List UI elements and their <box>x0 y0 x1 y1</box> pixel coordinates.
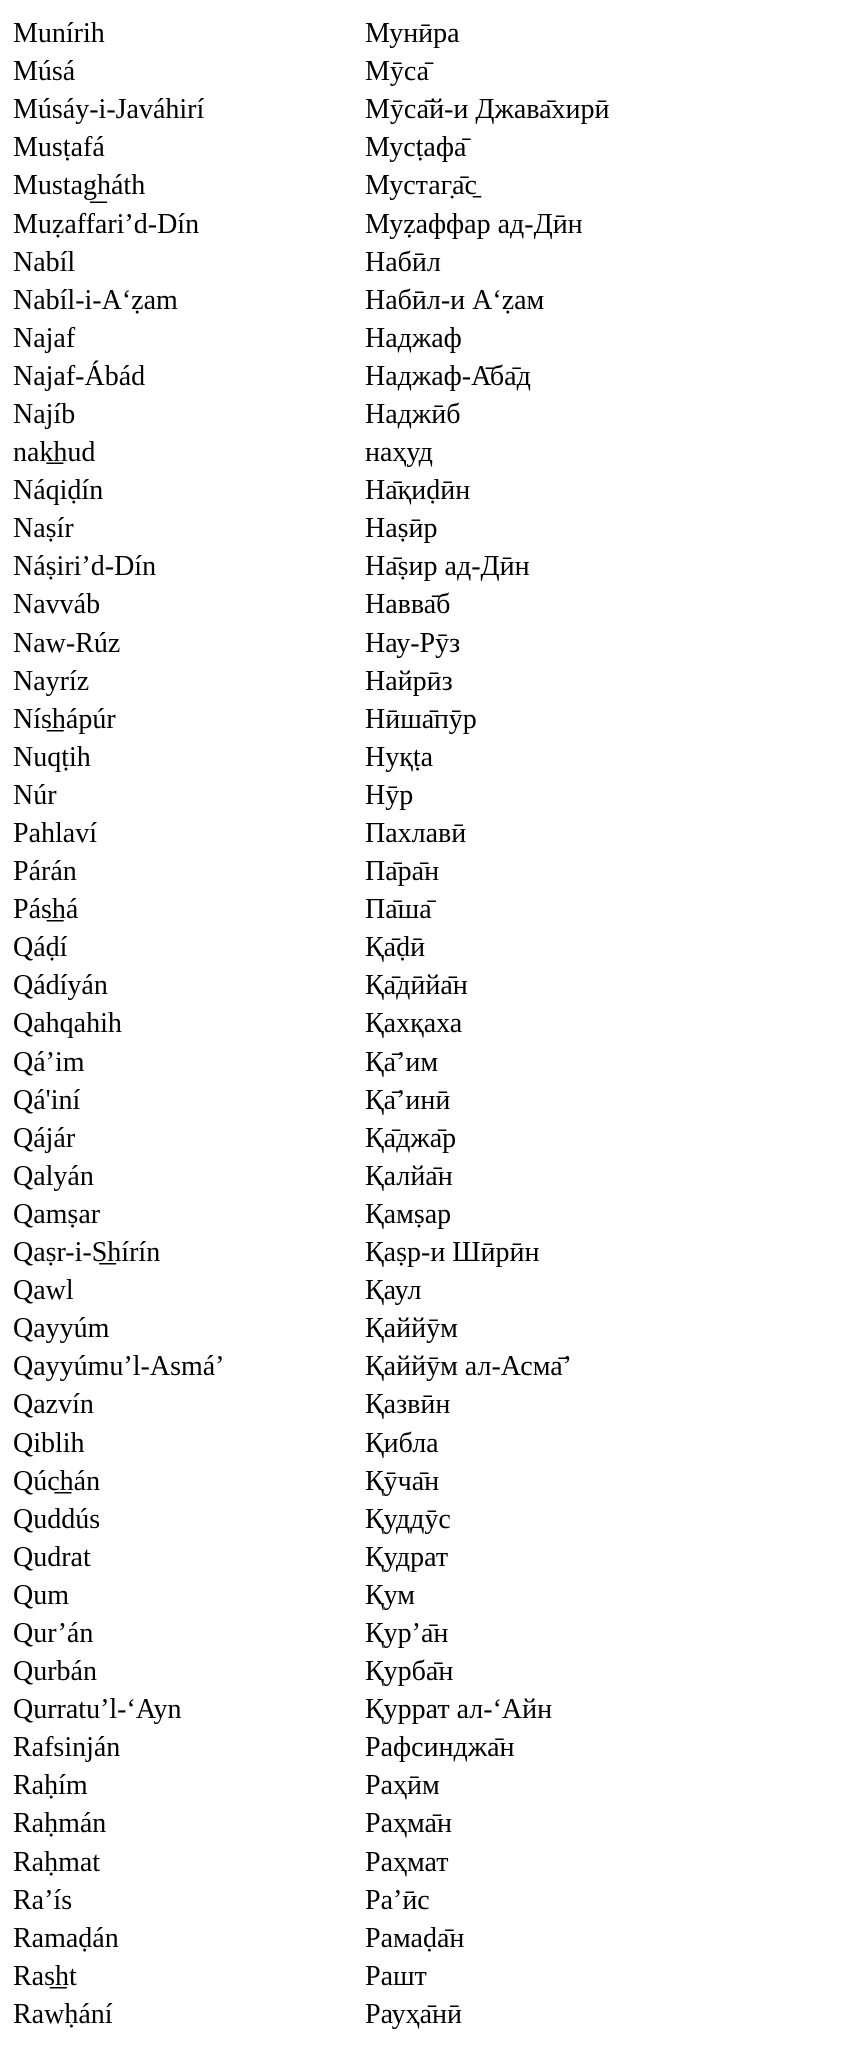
cyrillic-transliteration: Мустаг̣а̄с̱ <box>365 170 477 202</box>
glossary-row <box>13 167 843 205</box>
glossary-row <box>13 1082 843 1120</box>
latin-transliteration: Qá’im <box>13 1046 85 1078</box>
glossary-row <box>13 510 843 548</box>
glossary-row <box>13 434 843 472</box>
glossary-row <box>13 1196 843 1234</box>
glossary-row <box>13 891 843 929</box>
latin-transliteration: Qurratu’l-‘Ayn <box>13 1694 182 1726</box>
cyrillic-transliteration: Рамаḍа̄н <box>365 1922 465 1954</box>
latin-transliteration: Nuqṭih <box>13 741 91 773</box>
glossary-row <box>13 91 843 129</box>
latin-transliteration: Naṣír <box>13 513 74 545</box>
glossary-row <box>13 282 843 320</box>
cyrillic-transliteration: Наджаф-А̄ба̄д <box>365 360 531 392</box>
glossary-row <box>13 1234 843 1272</box>
cyrillic-transliteration: Рашт <box>365 1960 427 1992</box>
latin-transliteration: Rafsinján <box>13 1732 121 1764</box>
latin-transliteration: Músáy-i-Javáhirí <box>13 94 205 126</box>
cyrillic-transliteration: Набӣл-и А‘ẓам <box>365 284 545 316</box>
latin-transliteration: Náṣiri’d-Dín <box>13 551 157 583</box>
cyrillic-transliteration: Нӣша̄пӯр <box>365 703 477 735</box>
latin-transliteration: Qamṣar <box>13 1198 101 1230</box>
cyrillic-transliteration: Қамṣар <box>365 1198 452 1230</box>
cyrillic-transliteration: Нау-Рӯз <box>365 627 461 659</box>
cyrillic-transliteration: Қум <box>365 1579 416 1611</box>
latin-transliteration: Pás͟há <box>13 894 79 926</box>
cyrillic-transliteration: Раҳмат <box>365 1846 449 1878</box>
glossary-row <box>13 1767 843 1805</box>
cyrillic-transliteration: Қаṣр-и Шӣрӣн <box>365 1237 540 1269</box>
cyrillic-transliteration: Мӯса̄й-и Джава̄хирӣ <box>365 94 610 126</box>
latin-transliteration: Qúc͟hán <box>13 1465 101 1497</box>
glossary-row <box>13 320 843 358</box>
glossary-row <box>13 1539 843 1577</box>
cyrillic-transliteration: Қа̄дӣйа̄н <box>365 970 468 1002</box>
glossary-row <box>13 548 843 586</box>
cyrillic-transliteration: Қурба̄н <box>365 1656 454 1688</box>
cyrillic-transliteration: Па̄ша̄ <box>365 894 432 926</box>
glossary-row <box>13 15 843 53</box>
cyrillic-transliteration: Муẓаффар ад-Дӣн <box>365 208 583 240</box>
cyrillic-transliteration: Нуқṭа <box>365 741 434 773</box>
glossary-row <box>13 1386 843 1424</box>
latin-transliteration: Nís͟hápúr <box>13 703 116 735</box>
latin-transliteration: Qalyán <box>13 1160 94 1192</box>
cyrillic-transliteration: Мӯса̄ <box>365 56 430 88</box>
glossary-row <box>13 1844 843 1882</box>
latin-transliteration: Qawl <box>13 1275 74 1307</box>
cyrillic-transliteration: Қалйа̄н <box>365 1160 453 1192</box>
glossary-row <box>13 1044 843 1082</box>
glossary-row <box>13 53 843 91</box>
glossary-row <box>13 1996 843 2034</box>
cyrillic-transliteration: Па̄ра̄н <box>365 856 440 888</box>
latin-transliteration: Rawḥání <box>13 1998 113 2030</box>
latin-transliteration: Raḥmán <box>13 1808 107 1840</box>
cyrillic-transliteration: Мусṭафа̄ <box>365 132 467 164</box>
latin-transliteration: Qá'iní <box>13 1084 81 1116</box>
glossary-row <box>13 815 843 853</box>
glossary-row <box>13 205 843 243</box>
latin-transliteration: Najaf-Ábád <box>13 360 146 392</box>
cyrillic-transliteration: Қуддӯс <box>365 1503 451 1535</box>
cyrillic-transliteration: На̄қиḍӣн <box>365 475 471 507</box>
cyrillic-transliteration: наҳуд <box>365 437 433 469</box>
cyrillic-transliteration: Қаул <box>365 1275 422 1307</box>
latin-transliteration: Qádíyán <box>13 970 108 1002</box>
glossary-row <box>13 1958 843 1996</box>
cyrillic-transliteration: Нӯр <box>365 779 414 811</box>
glossary-row <box>13 1272 843 1310</box>
glossary-row <box>13 1120 843 1158</box>
cyrillic-transliteration: Қа̄джа̄р <box>365 1122 457 1154</box>
latin-transliteration: Qazvín <box>13 1389 94 1421</box>
glossary-row <box>13 1424 843 1462</box>
glossary-row <box>13 853 843 891</box>
cyrillic-transliteration: Пахлавӣ <box>365 818 467 850</box>
cyrillic-transliteration: Наṣӣр <box>365 513 438 545</box>
cyrillic-transliteration: Навва̄б <box>365 589 451 621</box>
latin-transliteration: Qayyúmu’l-Asmá’ <box>13 1351 225 1383</box>
cyrillic-transliteration: Мунӣра <box>365 18 460 50</box>
glossary-row <box>13 1158 843 1196</box>
glossary-row <box>13 1691 843 1729</box>
latin-transliteration: Qur’án <box>13 1617 94 1649</box>
glossary-row <box>13 1463 843 1501</box>
latin-transliteration: Qaṣr-i-S͟hírín <box>13 1237 161 1269</box>
glossary-list <box>13 15 843 2034</box>
cyrillic-transliteration: Қа̄’им <box>365 1046 439 1078</box>
latin-transliteration: Nabíl <box>13 246 76 278</box>
glossary-row <box>13 777 843 815</box>
latin-transliteration: Nayríz <box>13 665 90 697</box>
glossary-row <box>13 1920 843 1958</box>
latin-transliteration: Ras͟ht <box>13 1960 77 1992</box>
glossary-row <box>13 1805 843 1843</box>
glossary-row <box>13 1615 843 1653</box>
cyrillic-transliteration: Наджӣб <box>365 398 461 430</box>
latin-transliteration: Najíb <box>13 398 76 430</box>
glossary-row <box>13 396 843 434</box>
latin-transliteration: nak͟hud <box>13 437 96 469</box>
glossary-row <box>13 1653 843 1691</box>
cyrillic-transliteration: Қуррат ал-‘Айн <box>365 1694 553 1726</box>
latin-transliteration: Munírih <box>13 18 105 50</box>
glossary-row <box>13 929 843 967</box>
latin-transliteration: Qayyúm <box>13 1313 110 1345</box>
cyrillic-transliteration: Қа̄’инӣ <box>365 1084 451 1116</box>
cyrillic-transliteration: Қазвӣн <box>365 1389 451 1421</box>
latin-transliteration: Najaf <box>13 322 76 354</box>
latin-transliteration: Nabíl-i-A‘ẓam <box>13 284 178 316</box>
latin-transliteration: Musṭafá <box>13 132 105 164</box>
glossary-row <box>13 1729 843 1767</box>
cyrillic-transliteration: Рафсинджа̄н <box>365 1732 515 1764</box>
latin-transliteration: Naw-Rúz <box>13 627 121 659</box>
cyrillic-transliteration: Қаййӯм ал-Асма̄’ <box>365 1351 572 1383</box>
latin-transliteration: Ra’ís <box>13 1884 73 1916</box>
cyrillic-transliteration: Қӯча̄н <box>365 1465 440 1497</box>
glossary-row <box>13 1005 843 1043</box>
latin-transliteration: Qájár <box>13 1122 76 1154</box>
cyrillic-transliteration: Қибла <box>365 1427 439 1459</box>
latin-transliteration: Pahlaví <box>13 818 97 850</box>
glossary-row <box>13 1501 843 1539</box>
latin-transliteration: Qáḍí <box>13 932 68 964</box>
latin-transliteration: Ramaḍán <box>13 1922 119 1954</box>
glossary-row <box>13 1577 843 1615</box>
latin-transliteration: Náqiḍín <box>13 475 104 507</box>
latin-transliteration: Navváb <box>13 589 101 621</box>
glossary-row <box>13 739 843 777</box>
cyrillic-transliteration: Найрӣз <box>365 665 453 697</box>
latin-transliteration: Mustag͟háth <box>13 170 146 202</box>
cyrillic-transliteration: Ра’ӣс <box>365 1884 430 1916</box>
latin-transliteration: Párán <box>13 856 77 888</box>
cyrillic-transliteration: Раҳма̄н <box>365 1808 452 1840</box>
latin-transliteration: Qahqahih <box>13 1008 122 1040</box>
glossary-row <box>13 472 843 510</box>
glossary-row <box>13 625 843 663</box>
cyrillic-transliteration: Набӣл <box>365 246 441 278</box>
latin-transliteration: Raḥím <box>13 1770 88 1802</box>
cyrillic-transliteration: Рауҳа̄нӣ <box>365 1998 462 2030</box>
glossary-row <box>13 244 843 282</box>
glossary-row <box>13 663 843 701</box>
latin-transliteration: Qiblih <box>13 1427 85 1459</box>
latin-transliteration: Núr <box>13 779 57 811</box>
latin-transliteration: Muẓaffari’d-Dín <box>13 208 200 240</box>
latin-transliteration: Qudrat <box>13 1541 91 1573</box>
glossary-row <box>13 701 843 739</box>
latin-transliteration: Qum <box>13 1579 69 1611</box>
latin-transliteration: Qurbán <box>13 1656 97 1688</box>
glossary-row <box>13 1310 843 1348</box>
glossary-row <box>13 358 843 396</box>
cyrillic-transliteration: Қа̄ḍӣ <box>365 932 426 964</box>
cyrillic-transliteration: Қудрат <box>365 1541 449 1573</box>
latin-transliteration: Raḥmat <box>13 1846 101 1878</box>
cyrillic-transliteration: Қахқаха <box>365 1008 463 1040</box>
glossary-row <box>13 967 843 1005</box>
cyrillic-transliteration: Қаййӯм <box>365 1313 458 1345</box>
glossary-row <box>13 586 843 624</box>
cyrillic-transliteration: Раҳӣм <box>365 1770 440 1802</box>
cyrillic-transliteration: Қур’а̄н <box>365 1617 449 1649</box>
glossary-row <box>13 1348 843 1386</box>
glossary-row <box>13 1882 843 1920</box>
cyrillic-transliteration: На̄ṣир ад-Дӣн <box>365 551 530 583</box>
latin-transliteration: Músá <box>13 56 76 88</box>
glossary-row <box>13 129 843 167</box>
latin-transliteration: Quddús <box>13 1503 101 1535</box>
cyrillic-transliteration: Наджаф <box>365 322 462 354</box>
